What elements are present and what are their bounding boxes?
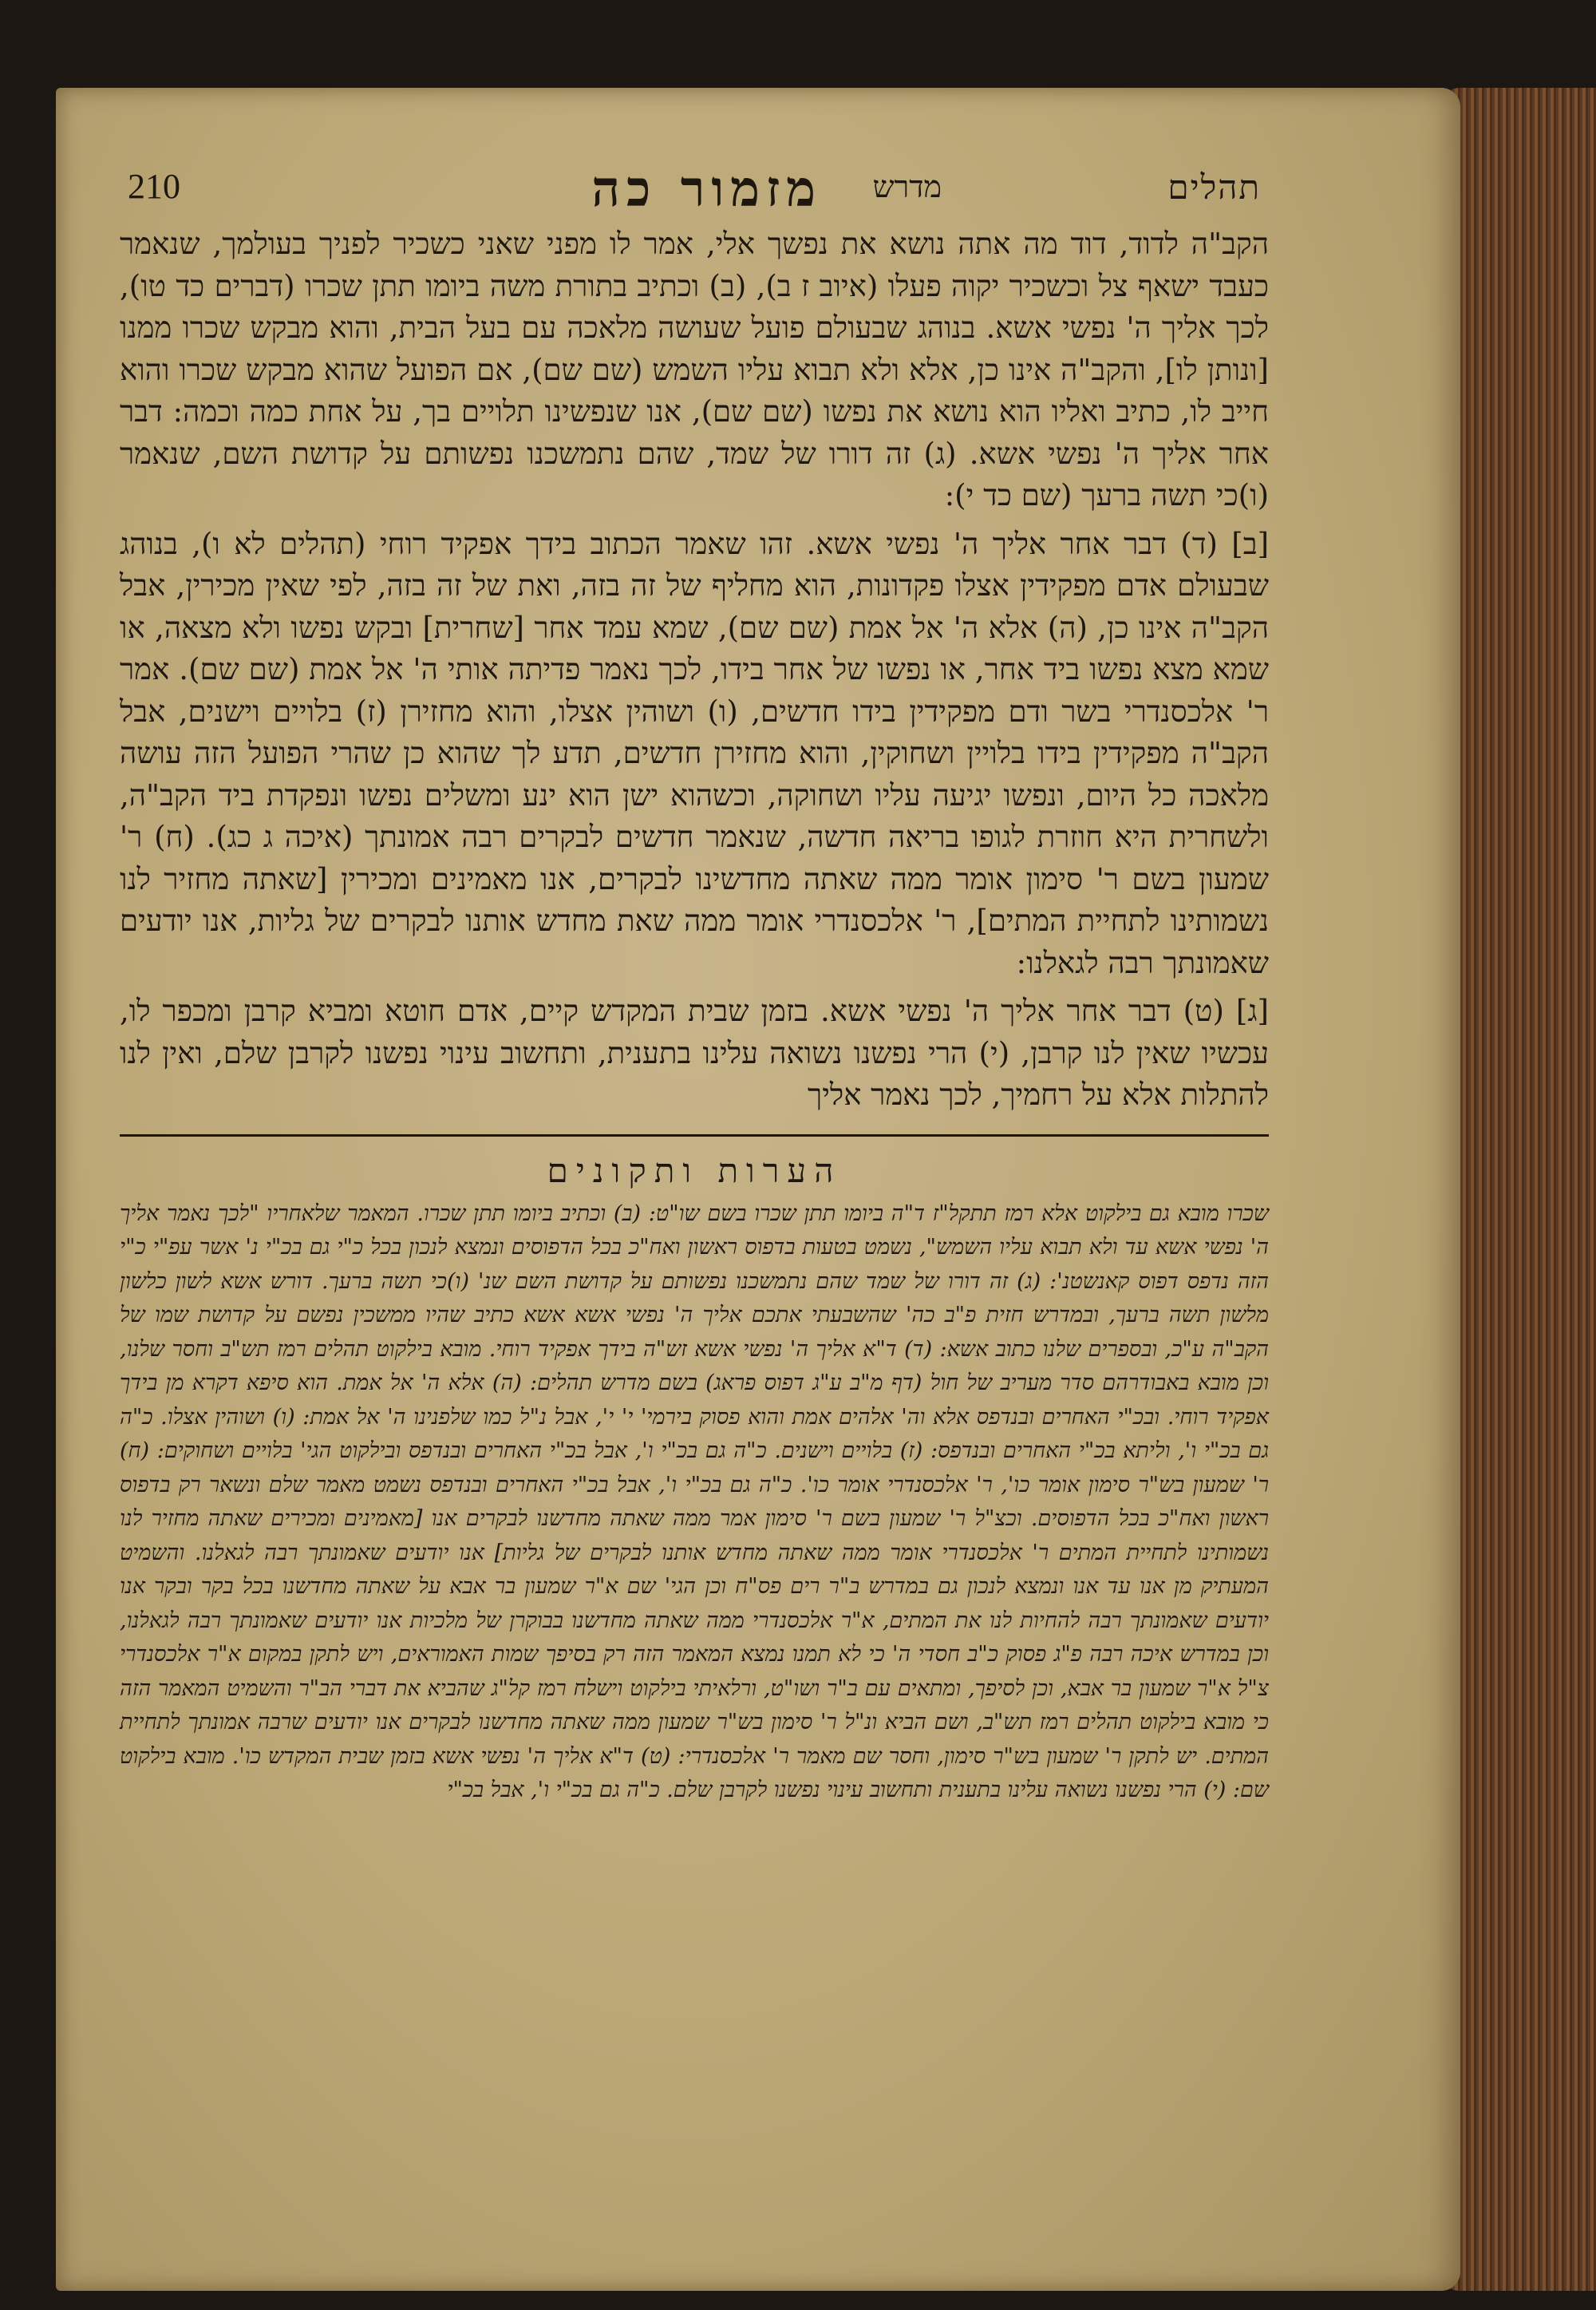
running-header	[120, 160, 1269, 223]
book-page	[56, 88, 1460, 2291]
header-book-name: תהלים	[1167, 168, 1261, 207]
notes-paragraph: שכרו מובא גם בילקוט אלא רמז תתקל"ז ד"ה ביומו תתן שכרו בשם שו"ט: (ב) וכתיב ביומו תתן שכרו. המאמר שלאחריו "לכך נאמר אליך ה' נפשי אשא עד ולא תבוא עליו השמש", נשמט בטעות בדפוס ראשון ואח"כ בכל הדפוסים ונמצא לנכון בכל כ"י גם בכ"י נ' אשר עפ"י כ"י הזה נדפס דפוס קאנשטנ': (ג) זה דורו של שמד שהם נתמשכנו נפשותם על קדושת השם שנ' (ו)כי תשה ברעך. דורש אשא לשון כלשון מלשון תשה ברעך, ובמדרש חזית פ"ב כה' שהשבעתי אתכם אליך ה' נפשי אשא אשא כתיב שהיו ממשכין נפשם על קדושת שמו של הקב"ה ע"כ, ובספרים שלנו כתוב אשא: (ד) ד"א אליך ה' נפשי אשא זש"ה בידך אפקיד רוחי. מובא בילקוט תהלים רמז תש"ב וחסר שלנו, וכן מובא באבודרהם סדר מעריב של חול (דף מ"ב ע"ג דפוס פראג) בשם מדרש תהלים: (ה) אלא ה' אל אמת. הוא סיפא דקרא מן בידך אפקיד רוחי. ובכ"י האחרים ובנדפס אלא וה' אלהים אמת והוא פסוק בירמי' י' י', אבל נ"ל כמו שלפנינו ה' אל אמת: (ו) ושוהין אצלו. כ"ה גם בכ"י ו', וליתא בכ"י האחרים ובנדפס: (ז) בלויים וישנים. כ"ה גם בכ"י ו', אבל בכ"י האחרים ובנדפס ובילקוט הגי' בלויים ושחוקים: (ח) ר' שמעון בש"ר סימון אומר כו', ר' אלכסנדרי אומר כו'. כ"ה גם בכ"י ו', אבל בכ"י האחרים ובנדפס נשמט מאמר שלם ונשאר רק בדפוס ראשון ואח"כ בכל הדפוסים. וכצ"ל ר' שמעון בשם ר' סימון אמר ממה שאתה מחדשנו לבקרים אנו [מאמינים ומכירים שאתה מחזיר לנו נשמותינו לתחיית המתים ר' אלכסנדרי אומר ממה שאתה מחדש אותנו לבקרים של גליות] אנו יודעים שאמונתך רבה לגאלנו. והשמיט המעתיק מן אנו עד אנו ונמצא לנכון גם במדרש ב"ר רים פס"ח וכן הגי' שם א"ר שמעון בר אבא על שאתה מחדשנו בכל בקר ובקר אנו יודעים שאמונתך רבה להחיות לנו את המתים, א"ר אלכסנדרי ממה שאתה מחדשנו בבוקרן של מלכיות אנו יודעים שאמונתך רבה לגאלנו, וכן במדרש איכה רבה פ"ג פסוק כ"ב חסדי ה' כי לא תמנו נמצא המאמר הזה רק בסיפך שמות האמוראים, ויש לתקן במקום א"ר אלכסנדרי צ"ל א"ר שמעון בר אבא, וכן לסיפך, ומתאים עם ב"ר ושו"ט, ורלאיתי בילקוט וישלח רמז קל"ג שהביא את דברי הב"ר והשמיט המאמר הזה כי מובא בילקוט תהלים רמז תש"ב, ושם הביא ונ"ל ר' סימון בש"ר שמעון ממה שאתה מחדשנו לבקרים אנו יודעים שרבה אמונתך לתחיית המתים. יש לתקן ר' שמעון בש"ר סימון, וחסר שם מאמר ר' אלכסנדרי: (ט) ד"א אליך ה' נפשי אשא בזמן שבית המקדש כו'. מובא בילקוט שם: (י) הרי נפשנו נשואה עלינו בתענית ותחשוב עינוי נפשנו לקרבן שלם. כ"ה גם בכ"י ו', אבל בכ"י	[120, 1200, 1270, 1802]
header-midrash-label: מדרש	[872, 169, 942, 204]
notes-title: הערות ותקונים	[547, 1150, 842, 1190]
main-text	[120, 223, 1269, 1117]
section-divider	[120, 1134, 1269, 1137]
book-page-edges	[1436, 88, 1596, 2291]
header-psalm-title: מזמור כה	[591, 160, 822, 218]
page-text-area	[120, 160, 1269, 1808]
page-number: 210	[128, 167, 180, 206]
notes-section	[120, 1151, 1269, 1808]
main-paragraph-3: [ג] (ט) דבר אחר אליך ה' נפשי אשא. בזמן שבית המקדש קיים, אדם חוטא ומביא קרבן ומכפר לו, עכשיו שאין לנו קרבן, (י) הרי נפשנו נשואה עלינו בתענית, ותחשוב עינוי נפשנו לקרבן שלם, ואין לנו להתלות אלא על רחמיך, לכך נאמר אליך	[120, 994, 1269, 1112]
main-paragraph-2: [ב] (ד) דבר אחר אליך ה' נפשי אשא. זהו שאמר הכתוב בידך אפקיד רוחי (תהלים לא ו), בנוהג שבעולם אדם מפקידין אצלו פקדונות, הוא מחליף של זה בזה, ואת של זה בזה, לפי שאין מכירין, אבל הקב"ה אינו כן, (ה) אלא ה' אל אמת (שם שם), שמא עמד אחר [שחרית] ובקש נפשו ולא מצאה, או שמא מצא נפשו ביד אחר, או נפשו של אחר בידו, לכך נאמר פדיתה אותי ה' אל אמת (שם שם). אמר ר' אלכסנדרי בשר ודם מפקידין בידו חדשים, (ו) ושוהין אצלו, והוא מחזירן (ז) בלויים וישנים, אבל הקב"ה מפקידין בידו בלויין ושחוקין, והוא מחזירן חדשים, תדע לך שהוא כן שהרי הפועל הזה עושה מלאכה כל היום, ונפשו יגיעה עליו ושחוקה, וכשהוא ישן הוא ינע ומשלים נפשו ונפקדת ביד הקב"ה, ולשחרית היא חוזרת לגופו בריאה חדשה, שנאמר חדשים לבקרים רבה אמונתך (איכה ג כג). (ח) ר' שמעון בשם ר' סימון אומר ממה שאתה מחדשינו לבקרים, אנו מאמינים ומכירין [שאתה מחזיר לנו נשמותינו לתחיית המתים], ר' אלכסנדרי אומר ממה שאת מחדש אותנו לבקרים של גליות, אנו יודעים שאמונתך רבה לגאלנו:	[120, 526, 1269, 980]
main-paragraph-1: הקב"ה לדוד, דוד מה אתה נושא את נפשך אלי, אמר לו מפני שאני כשכיר לפניך בעולמך, שנאמר כעבד ישאף צל וכשכיר יקוה פעלו (איוב ז ב), (ב) וכתיב בתורת משה ביומו תתן שכרו (דברים כד טו), לכך אליך ה' נפשי אשא. בנוהג שבעולם פועל שעושה מלאכה עם בעל הבית, והוא מבקש שכרו ממנו [ונותן לו], והקב"ה אינו כן, אלא ולא תבוא עליו השמש (שם שם), אם הפועל שהוא מבקש שכרו והוא חייב לו, כתיב ואליו הוא נושא את נפשו (שם שם), אנו שנפשינו תלויים בך, על אחת כמה וכמה: דבר אחר אליך ה' נפשי אשא. (ג) זה דורו של שמד, שהם נתמשכנו נפשותם על קדושת השם, שנאמר (ו)כי תשה ברעך (שם כד י):	[120, 227, 1269, 512]
